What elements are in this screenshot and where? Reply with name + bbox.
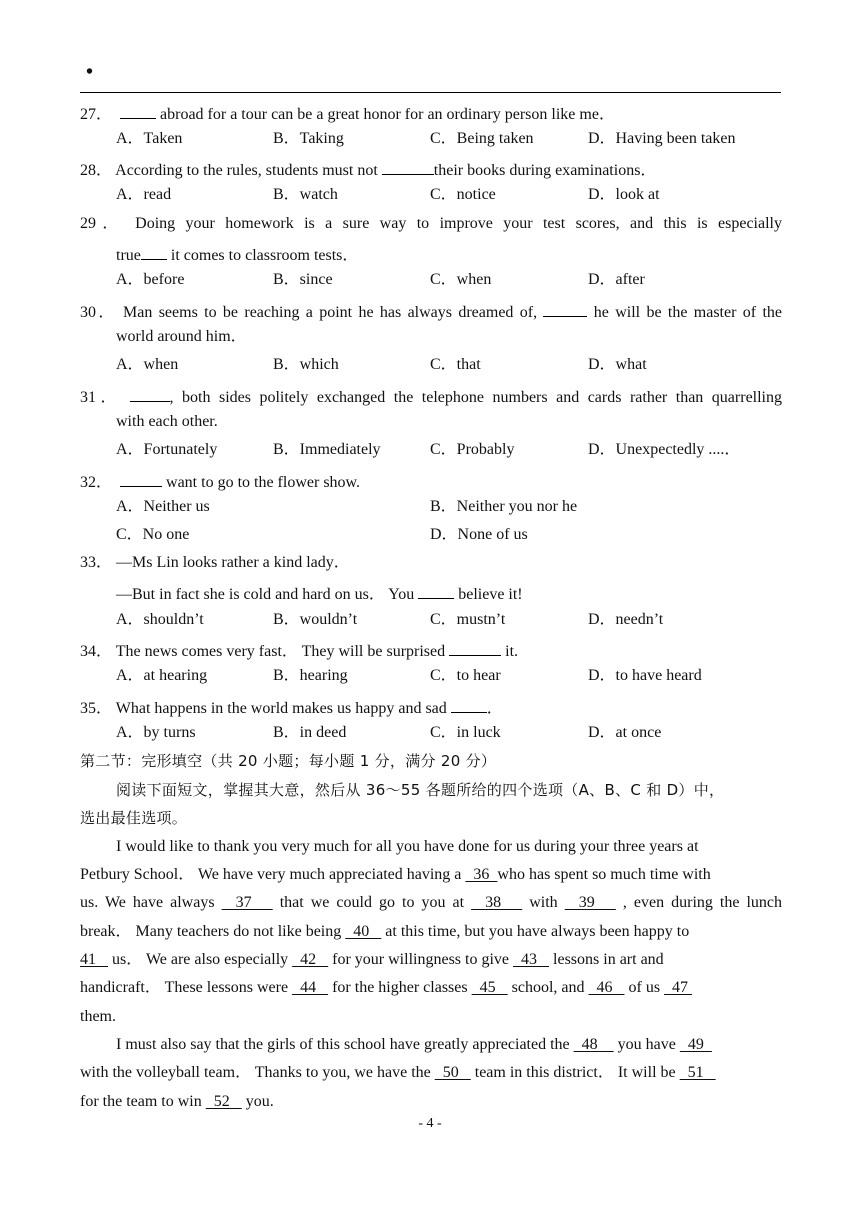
blank-50: 50 <box>434 1064 471 1081</box>
passage-text: , even during the lunch <box>615 894 783 911</box>
question-text: believe it! <box>454 586 523 603</box>
blank-41: 41 <box>80 951 108 968</box>
option-a: A．shouldn’t <box>116 611 204 628</box>
option-a: A．by turns <box>116 724 196 741</box>
question-text: want to go to the flower show. <box>162 474 361 491</box>
option-b: B．in deed <box>273 724 347 741</box>
question-text: , both sides politely exchanged the telephone numbers and cards rather than quarrelling <box>169 389 782 406</box>
blank-44: 44 <box>292 979 329 996</box>
passage-line <box>80 1063 782 1083</box>
passage-text: break． Many teachers do not like being <box>80 923 346 940</box>
question-number: 32． <box>80 474 113 491</box>
question-number: 27． <box>80 106 113 123</box>
option-a: A．read <box>116 186 172 203</box>
question-33-cont <box>116 581 782 605</box>
passage-text: team in this district． It will be <box>470 1064 680 1081</box>
passage-line <box>80 893 782 913</box>
passage-line: them. <box>80 1008 116 1025</box>
option-d: D．after <box>588 271 645 288</box>
option-d: D．at once <box>588 724 662 741</box>
question-text: According to the rules, students must not <box>115 162 382 179</box>
passage-line <box>80 1092 782 1112</box>
question-text: abroad for a tour can be a great honor for an ordinary person like me． <box>156 106 615 123</box>
answer-blank <box>120 101 156 119</box>
blank-45: 45 <box>471 979 508 996</box>
question-29-cont <box>116 242 782 266</box>
question-29 <box>80 214 782 234</box>
question-35 <box>80 695 782 719</box>
option-d: D．what <box>588 356 647 373</box>
answer-blank <box>418 581 454 599</box>
header-rule <box>80 92 781 93</box>
header-mark: • <box>86 61 94 83</box>
blank-36: 36 <box>465 866 498 883</box>
option-a: A．before <box>116 271 185 288</box>
option-c: C．Being taken <box>430 130 534 147</box>
passage-line <box>80 950 782 970</box>
blank-46: 46 <box>588 979 625 996</box>
option-c: C．No one <box>116 526 190 543</box>
section-instruction-cont: 选出最佳选项。 <box>80 809 188 827</box>
question-text: their books during examinations． <box>433 162 657 179</box>
question-number: 30． <box>80 304 117 321</box>
option-b: B．which <box>273 356 339 373</box>
answer-blank <box>130 384 170 402</box>
option-b: B．Immediately <box>273 441 381 458</box>
answer-blank <box>141 242 167 260</box>
blank-49: 49 <box>679 1036 712 1053</box>
answer-blank <box>382 157 434 175</box>
passage-line <box>80 978 782 998</box>
question-text: it. <box>501 643 519 660</box>
option-a: A．Fortunately <box>116 441 218 458</box>
question-text: —Ms Lin looks rather a kind lady． <box>116 554 350 571</box>
passage-text: with <box>522 894 565 911</box>
blank-52: 52 <box>205 1093 242 1110</box>
passage-text: Petbury School． We have very much appreciated having a <box>80 866 466 883</box>
question-number: 31． <box>80 389 122 406</box>
option-d: D．look at <box>588 186 660 203</box>
answer-blank <box>451 695 487 713</box>
question-30 <box>80 299 782 323</box>
option-c: C．notice <box>430 186 496 203</box>
passage-line <box>80 865 782 885</box>
passage-line: I would like to thank you very much for all you have done for us during your three years at <box>116 838 699 855</box>
option-c: C．that <box>430 356 481 373</box>
passage-text: us． We are also especially <box>108 951 293 968</box>
passage-text: with the volleyball team． Thanks to you, we have the <box>80 1064 435 1081</box>
section-instruction: 阅读下面短文，掌握其大意，然后从 36～55 各题所给的四个选项（A、B、C 和 D）中， <box>116 781 725 799</box>
question-text: The news comes very fast． They will be surprised <box>115 643 450 660</box>
question-number: 35． <box>80 700 113 717</box>
question-34 <box>80 638 782 662</box>
question-text: —But in fact she is cold and hard on us． You <box>116 586 419 603</box>
question-text: Man seems to be reaching a point he has always dreamed of, <box>123 304 544 321</box>
blank-51: 51 <box>679 1064 716 1081</box>
passage-text: you have <box>613 1036 680 1053</box>
option-b: B．wouldn’t <box>273 611 358 628</box>
passage-text: of us <box>624 979 665 996</box>
question-text: ． <box>486 700 503 717</box>
blank-43: 43 <box>513 951 550 968</box>
question-text: What happens in the world makes us happy and sad <box>115 700 451 717</box>
question-32 <box>80 469 782 493</box>
option-d: D．None of us <box>430 526 528 543</box>
question-30-cont: world around him． <box>116 328 247 345</box>
blank-48: 48 <box>573 1036 614 1053</box>
answer-blank <box>120 469 162 487</box>
option-c: C．when <box>430 271 492 288</box>
option-d: D．Unexpectedly ....． <box>588 441 741 458</box>
question-31 <box>80 384 782 408</box>
passage-text: at this time, but you have always been happy to <box>381 923 690 940</box>
passage-text: that we could go to you at <box>272 894 472 911</box>
passage-text: who has spent so much time with <box>497 866 711 883</box>
option-b: B．Taking <box>273 130 344 147</box>
question-33 <box>80 553 782 573</box>
option-a: A．at hearing <box>116 667 208 684</box>
question-number: 34． <box>80 643 113 660</box>
blank-40: 40 <box>345 923 382 940</box>
passage-text: school, and <box>507 979 589 996</box>
question-number: 33． <box>80 554 113 571</box>
passage-text: for your willingness to give <box>328 951 514 968</box>
passage-text: lessons in art and <box>549 951 664 968</box>
passage-line <box>116 1035 782 1055</box>
option-c: C．to hear <box>430 667 501 684</box>
option-c: C．Probably <box>430 441 515 458</box>
question-number: 29． <box>80 215 125 232</box>
option-a: A．Neither us <box>116 498 210 515</box>
passage-text: I must also say that the girls of this school have greatly appreciated the <box>116 1036 574 1053</box>
option-b: B．Neither you nor he <box>430 498 578 515</box>
option-b: B．watch <box>273 186 338 203</box>
option-b: B．since <box>273 271 333 288</box>
option-a: A．Taken <box>116 130 183 147</box>
blank-47: 47 <box>664 979 693 996</box>
answer-blank <box>449 638 501 656</box>
question-text: he will be the master of the <box>587 304 782 321</box>
question-text: true <box>116 247 141 264</box>
passage-line <box>80 922 782 942</box>
page-number: - 4 - <box>418 1116 442 1131</box>
question-text: Doing your homework is a sure way to improve your test scores, and this is especially <box>135 215 782 232</box>
passage-text: for the higher classes <box>328 979 472 996</box>
answer-blank <box>543 299 587 317</box>
option-c: C．in luck <box>430 724 501 741</box>
option-a: A．when <box>116 356 179 373</box>
question-text: it comes to classroom tests． <box>166 247 359 264</box>
question-27 <box>80 101 782 125</box>
passage-text: us. We have always <box>80 894 222 911</box>
option-d: D．Having been taken <box>588 130 736 147</box>
passage-text: for the team to win <box>80 1093 206 1110</box>
question-number: 28． <box>80 162 113 179</box>
blank-39: 39 <box>564 894 616 911</box>
option-d: D．to have heard <box>588 667 702 684</box>
passage-text: you. <box>241 1093 274 1110</box>
question-31-cont: with each other. <box>116 413 218 430</box>
blank-42: 42 <box>292 951 329 968</box>
option-d: D．needn’t <box>588 611 664 628</box>
question-28 <box>80 157 782 181</box>
option-c: C．mustn’t <box>430 611 506 628</box>
blank-38: 38 <box>471 894 523 911</box>
blank-37: 37 <box>221 894 273 911</box>
passage-text: handicraft． These lessons were <box>80 979 293 996</box>
section-heading: 第二节：完形填空（共 20 小题；每小题 1 分，满分 20 分） <box>80 752 497 770</box>
option-b: B．hearing <box>273 667 348 684</box>
